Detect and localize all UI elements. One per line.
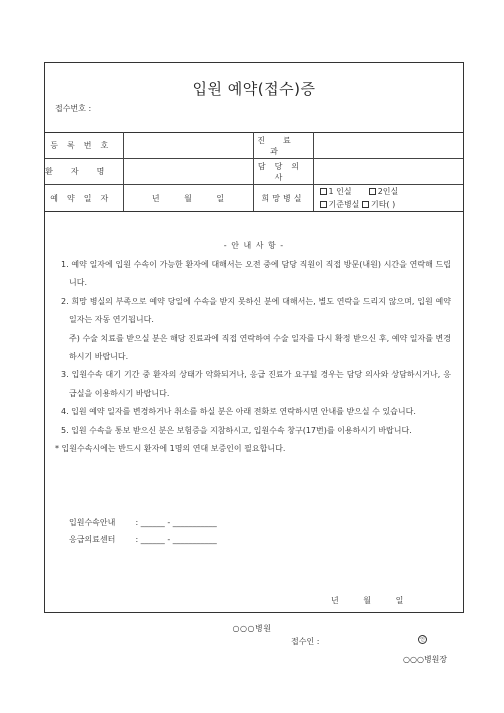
notice-list: [55, 256, 451, 458]
notice-title: - 안 내 사 항 -: [223, 241, 285, 250]
department-field[interactable]: [313, 133, 463, 159]
room-single-label: 1 인실: [328, 187, 352, 196]
receiver-label: 접수인 :: [291, 637, 320, 646]
contact-label: 응급의료센터: [69, 535, 116, 544]
room-double-checkbox[interactable]: [369, 188, 376, 195]
notice-item: 2. 희망 병실의 부족으로 예약 당일에 수속을 받지 못하신 분에 대해서는, 별도 연락을 드리지 않으며, 입원 예약 일자는 자동 연기됩니다.: [61, 296, 451, 325]
registration-number-label: 등록번호: [45, 133, 123, 159]
contact-label: 입원수속안내: [69, 518, 116, 527]
room-standard-label: 기준병실: [328, 200, 360, 209]
notice-item: 5. 입원 수속을 통보 받으신 분은 보험증을 지참하시고, 입원수속 창구(17번)를 이용하시기 바랍니다.: [61, 425, 412, 435]
reservation-form: [44, 62, 464, 664]
reservation-date-label: 예약일자: [45, 185, 123, 212]
hospital-director: ○○○병원장: [403, 655, 448, 664]
notice-item: 1. 예약 일자에 입원 수속이 가능한 환자에 대해서는 오전 중에 담당 직원이 직접 방문(내원) 시간을 연락해 드립니다.: [61, 260, 451, 288]
notice-item: 주) 수술 치료를 받으실 분은 해당 진료과에 직접 연락하여 수술 일자를 다시 확정 받으신 후, 예약 일자를 변경하시기 바랍니다.: [69, 333, 451, 362]
attending-doctor-label: 담당의사: [253, 159, 313, 185]
signature-date[interactable]: [331, 595, 403, 606]
room-standard-checkbox[interactable]: [320, 201, 327, 208]
attending-doctor-field[interactable]: [313, 159, 463, 185]
seal-mark: 인: [418, 635, 427, 644]
preferred-room-label: 희망병실: [253, 185, 313, 212]
signature-year: 년: [331, 596, 339, 605]
room-single-checkbox[interactable]: [320, 188, 327, 195]
preferred-room-options: [313, 185, 463, 212]
notice-item: 3. 입원수속 대기 기간 중 환자의 상태가 악화되거나, 응급 진료가 요구될 경우는 담당 의사와 상담하시거나, 응급실을 이용하시기 바랍니다.: [61, 370, 451, 398]
room-double-label: 2인실: [377, 187, 399, 196]
receipt-number-label: 접수번호 :: [55, 104, 92, 113]
registration-number-field[interactable]: [123, 133, 253, 159]
info-table: [45, 132, 463, 212]
contact-row: [69, 514, 217, 531]
notice-item: * 입원수속시에는 반드시 환자에 1명의 연대 보증인이 필요합니다.: [55, 444, 286, 454]
date-month: 월: [184, 193, 192, 203]
contact-row: [69, 531, 217, 548]
department-label: 진료과: [253, 133, 313, 159]
patient-name-field[interactable]: [123, 159, 253, 185]
notice-item: 4. 입원 예약 일자를 변경하거나 취소를 하실 분은 아래 전화로 연락하시면 안내를 받으실 수 있습니다.: [61, 407, 416, 417]
contact-number[interactable]: : ______ - ___________: [135, 518, 217, 527]
date-day: 일: [216, 193, 225, 203]
hospital-name: ○○○병원: [232, 624, 272, 633]
date-year: 년: [151, 193, 160, 203]
patient-name-label: 환자명: [45, 159, 123, 185]
room-other-checkbox[interactable]: [362, 201, 369, 208]
room-other-label: 기타( ): [370, 200, 396, 209]
contact-list: [69, 514, 217, 548]
reservation-date-field[interactable]: [123, 185, 253, 212]
signature-day: 일: [395, 596, 404, 605]
form-title: 입원 예약(접수)증: [192, 80, 316, 98]
contact-number[interactable]: : ______ - ___________: [135, 535, 217, 544]
signature-month: 월: [363, 596, 372, 605]
